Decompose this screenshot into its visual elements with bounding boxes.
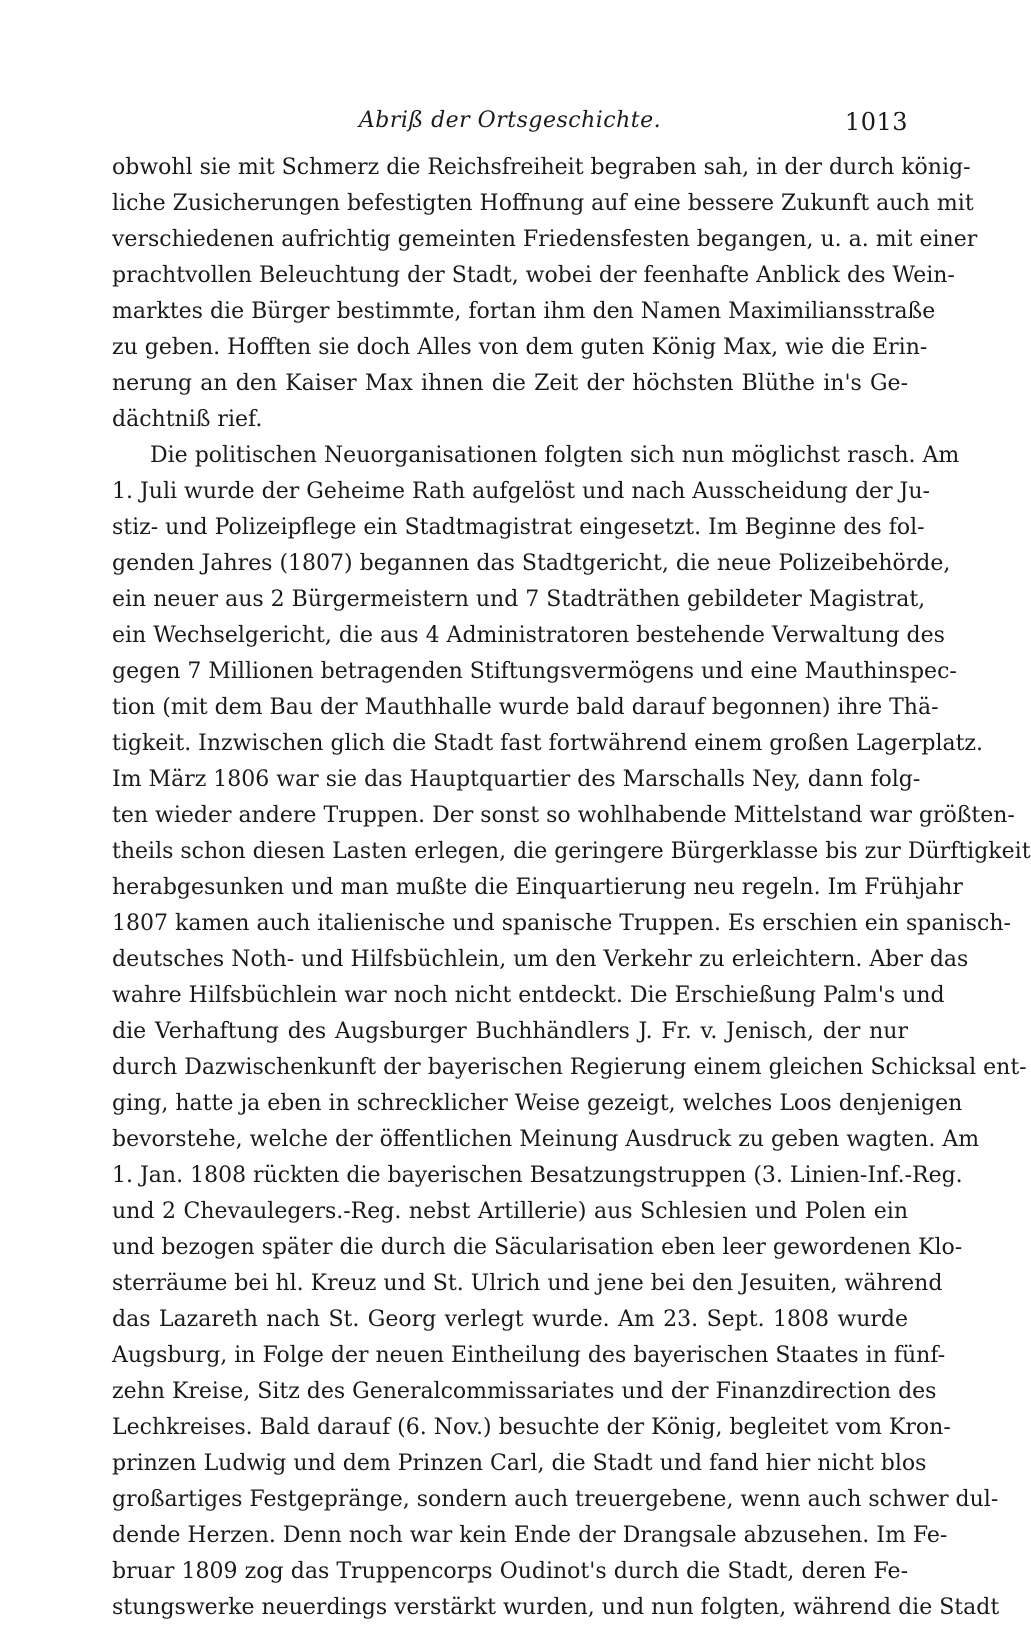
text-line: tion (mit dem Bau der Mauthhalle wurde bald darauf begonnen) ihre Thä- xyxy=(112,695,939,720)
text-line: liche Zusicherungen befestigten Hoffnung auf eine bessere Zukunft auch mit xyxy=(112,191,974,216)
text-line: und 2 Chevaulegers.-Reg. nebst Artillerie) aus Schlesien und Polen ein xyxy=(112,1199,908,1224)
text-line: prachtvollen Beleuchtung der Stadt, wobei der feenhafte Anblick des Wein- xyxy=(112,263,955,288)
text-line: obwohl sie mit Schmerz die Reichsfreiheit begraben sah, in der durch könig- xyxy=(112,155,971,180)
text-line: ging, hatte ja eben in schrecklicher Weise gezeigt, welches Loos denjenigen xyxy=(112,1091,963,1116)
text-line: gegen 7 Millionen betragenden Stiftungsvermögens und eine Mauthinspec- xyxy=(112,659,957,684)
text-line: theils schon diesen Lasten erlegen, die geringere Bürgerklasse bis zur Dürftigkeit xyxy=(112,839,1031,864)
text-line: stiz- und Polizeipflege ein Stadtmagistrat eingesetzt. Im Beginne des fol- xyxy=(112,515,925,540)
text-line: das Lazareth nach St. Georg verlegt wurde. Am 23. Sept. 1808 wurde xyxy=(112,1307,908,1332)
text-line: bevorstehe, welche der öffentlichen Meinung Ausdruck zu geben wagten. Am xyxy=(112,1127,980,1152)
text-line: deutsches Noth- und Hilfsbüchlein, um den Verkehr zu erleichtern. Aber das xyxy=(112,947,969,972)
text-line: verschiedenen aufrichtig gemeinten Friedensfesten begangen, u. a. mit einer xyxy=(112,227,978,252)
text-line: großartiges Festgepränge, sondern auch treuergebene, wenn auch schwer dul- xyxy=(112,1487,999,1512)
text-line: dende Herzen. Denn noch war kein Ende der Drangsale abzusehen. Im Fe- xyxy=(112,1523,948,1548)
text-line: prinzen Ludwig und dem Prinzen Carl, die Stadt und fand hier nicht blos xyxy=(112,1451,927,1476)
text-line: und bezogen später die durch die Säcularisation eben leer gewordenen Klo- xyxy=(112,1235,963,1260)
text-line: die Verhaftung des Augsburger Buchhändlers J. Fr. v. Jenisch, der nur xyxy=(112,1019,908,1044)
text-line: Lechkreises. Bald darauf (6. Nov.) besuchte der König, begleitet vom Kron- xyxy=(112,1415,951,1440)
text-line: marktes die Bürger bestimmte, fortan ihm den Namen Maximiliansstraße xyxy=(112,299,936,324)
text-line: Augsburg, in Folge der neuen Eintheilung des bayerischen Staates in fünf- xyxy=(112,1343,946,1368)
text-line: Im März 1806 war sie das Hauptquartier des Marschalls Ney, dann folg- xyxy=(112,767,921,792)
text-line: nerung an den Kaiser Max ihnen die Zeit der höchsten Blüthe in's Ge- xyxy=(112,371,908,396)
text-line: zehn Kreise, Sitz des Generalcommissariates und der Finanzdirection des xyxy=(112,1379,937,1404)
text-line: tigkeit. Inzwischen glich die Stadt fast fortwährend einem großen Lagerplatz. xyxy=(112,731,984,756)
text-line: 1. Juli wurde der Geheime Rath aufgelöst und nach Ausscheidung der Ju- xyxy=(112,479,930,504)
text-line: zu geben. Hofften sie doch Alles von dem guten König Max, wie die Erin- xyxy=(112,335,928,360)
text-line: 1807 kamen auch italienische und spanische Truppen. Es erschien ein spanisch- xyxy=(112,911,1011,936)
text-line: 1. Jan. 1808 rückten die bayerischen Besatzungstruppen (3. Linien-Inf.-Reg. xyxy=(112,1163,963,1188)
text-line: bruar 1809 zog das Truppencorps Oudinot's durch die Stadt, deren Fe- xyxy=(112,1559,908,1584)
text-line: stungswerke neuerdings verstärkt wurden, und nun folgten, während die Stadt xyxy=(112,1595,1000,1620)
page-number: 1013 xyxy=(844,108,908,136)
body-text xyxy=(112,150,1031,1626)
text-line: wahre Hilfsbüchlein war noch nicht entdeckt. Die Erschießung Palm's und xyxy=(112,983,945,1008)
text-line: sterräume bei hl. Kreuz und St. Ulrich und jene bei den Jesuiten, während xyxy=(112,1271,943,1296)
text-line: herabgesunken und man mußte die Einquartierung neu regeln. Im Frühjahr xyxy=(112,875,963,900)
text-line: ein neuer aus 2 Bürgermeistern und 7 Stadträthen gebildeter Magistrat, xyxy=(112,587,926,612)
text-line-paragraph-start: Die politischen Neuorganisationen folgten sich nun möglichst rasch. Am xyxy=(150,443,960,468)
text-line: ein Wechselgericht, die aus 4 Administratoren bestehende Verwaltung des xyxy=(112,623,945,648)
text-line: genden Jahres (1807) begannen das Stadtgericht, die neue Polizeibehörde, xyxy=(112,551,951,576)
text-line-paragraph-end: dächtniß rief. xyxy=(112,407,263,432)
running-header xyxy=(112,108,908,144)
text-line: durch Dazwischenkunft der bayerischen Regierung einem gleichen Schicksal ent- xyxy=(112,1055,1027,1080)
running-title: Abriß der Ortsgeschichte. xyxy=(358,108,662,133)
text-line: ten wieder andere Truppen. Der sonst so wohlhabende Mittelstand war größten- xyxy=(112,803,1015,828)
